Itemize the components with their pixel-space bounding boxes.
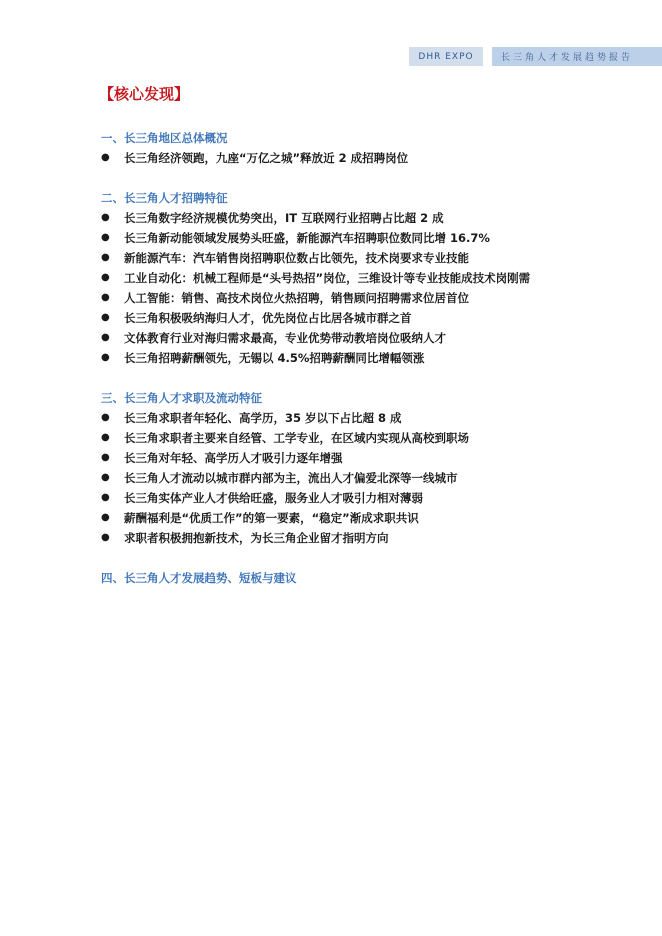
item-text: 长三角新动能领域发展势头旺盛，新能源汽车招聘职位数同比增 16.7% [124, 231, 490, 245]
bullet-icon: ● [101, 332, 110, 343]
item-text: 新能源汽车：汽车销售岗招聘职位数占比领先，技术岗要求专业技能 [124, 251, 469, 265]
bullet-icon: ● [101, 512, 110, 523]
bullet-icon: ● [101, 212, 110, 223]
section-title: 二、长三角人才招聘特征 [101, 191, 228, 205]
report-title-label: 长三角人才发展趋势报告 [492, 47, 662, 66]
item-text: 长三角对年轻、高学历人才吸引力逐年增强 [124, 451, 343, 465]
bullet-icon: ● [101, 452, 110, 463]
brand-label: DHR EXPO [409, 47, 483, 66]
item-text: 长三角求职者主要来自经管、工学专业，在区域内实现从高校到职场 [124, 431, 469, 445]
list-item [101, 228, 601, 248]
bullet-icon: ● [101, 352, 110, 363]
list-item [101, 428, 601, 448]
list-item [101, 408, 601, 428]
bullet-icon: ● [101, 492, 110, 503]
section-job-seeking [101, 388, 601, 548]
item-text: 薪酬福利是“优质工作”的第一要素，“稳定”渐成求职共识 [124, 511, 419, 525]
bullet-icon: ● [101, 472, 110, 483]
bullet-icon: ● [101, 292, 110, 303]
list-item [101, 148, 601, 168]
page-title: 【核心发现】 [99, 85, 190, 103]
section-trends [101, 568, 601, 588]
item-text: 求职者积极拥抱新技术，为长三角企业留才指明方向 [124, 531, 389, 545]
header-band [409, 47, 662, 66]
item-text: 文体教育行业对海归需求最高，专业优势带动教培岗位吸纳人才 [124, 331, 446, 345]
list-item [101, 268, 601, 288]
item-text: 工业自动化：机械工程师是“头号热招”岗位，三维设计等专业技能成技术岗刚需 [124, 271, 531, 285]
bullet-icon: ● [101, 432, 110, 443]
bullet-icon: ● [101, 312, 110, 323]
bullet-icon: ● [101, 532, 110, 543]
findings-content [101, 128, 601, 608]
section-title: 三、长三角人才求职及流动特征 [101, 391, 262, 405]
item-text: 长三角经济领跑，九座“万亿之城”释放近 2 成招聘岗位 [124, 151, 409, 165]
item-text: 长三角招聘薪酬领先，无锡以 4.5%招聘薪酬同比增幅领涨 [124, 351, 425, 365]
section-title: 四、长三角人才发展趋势、短板与建议 [101, 571, 297, 585]
list-item [101, 308, 601, 328]
item-text: 长三角人才流动以城市群内部为主，流出人才偏爱北深等一线城市 [124, 471, 458, 485]
list-item [101, 488, 601, 508]
item-text: 长三角实体产业人才供给旺盛，服务业人才吸引力相对薄弱 [124, 491, 423, 505]
list-item [101, 248, 601, 268]
list-item [101, 468, 601, 488]
item-text: 人工智能：销售、高技术岗位火热招聘，销售顾问招聘需求位居首位 [124, 291, 469, 305]
item-text: 长三角求职者年轻化、高学历，35 岁以下占比超 8 成 [124, 411, 402, 425]
bullet-icon: ● [101, 252, 110, 263]
list-item [101, 528, 601, 548]
section-title: 一、长三角地区总体概况 [101, 131, 228, 145]
section-recruitment [101, 188, 601, 368]
list-item [101, 328, 601, 348]
item-text: 长三角数字经济规模优势突出，IT 互联网行业招聘占比超 2 成 [124, 211, 444, 225]
list-item [101, 348, 601, 368]
list-item [101, 508, 601, 528]
bullet-icon: ● [101, 272, 110, 283]
list-item [101, 208, 601, 228]
bullet-icon: ● [101, 152, 110, 163]
list-item [101, 448, 601, 468]
list-item [101, 288, 601, 308]
section-overview [101, 128, 601, 168]
bullet-icon: ● [101, 232, 110, 243]
bullet-icon: ● [101, 412, 110, 423]
item-text: 长三角积极吸纳海归人才，优先岗位占比居各城市群之首 [124, 311, 412, 325]
